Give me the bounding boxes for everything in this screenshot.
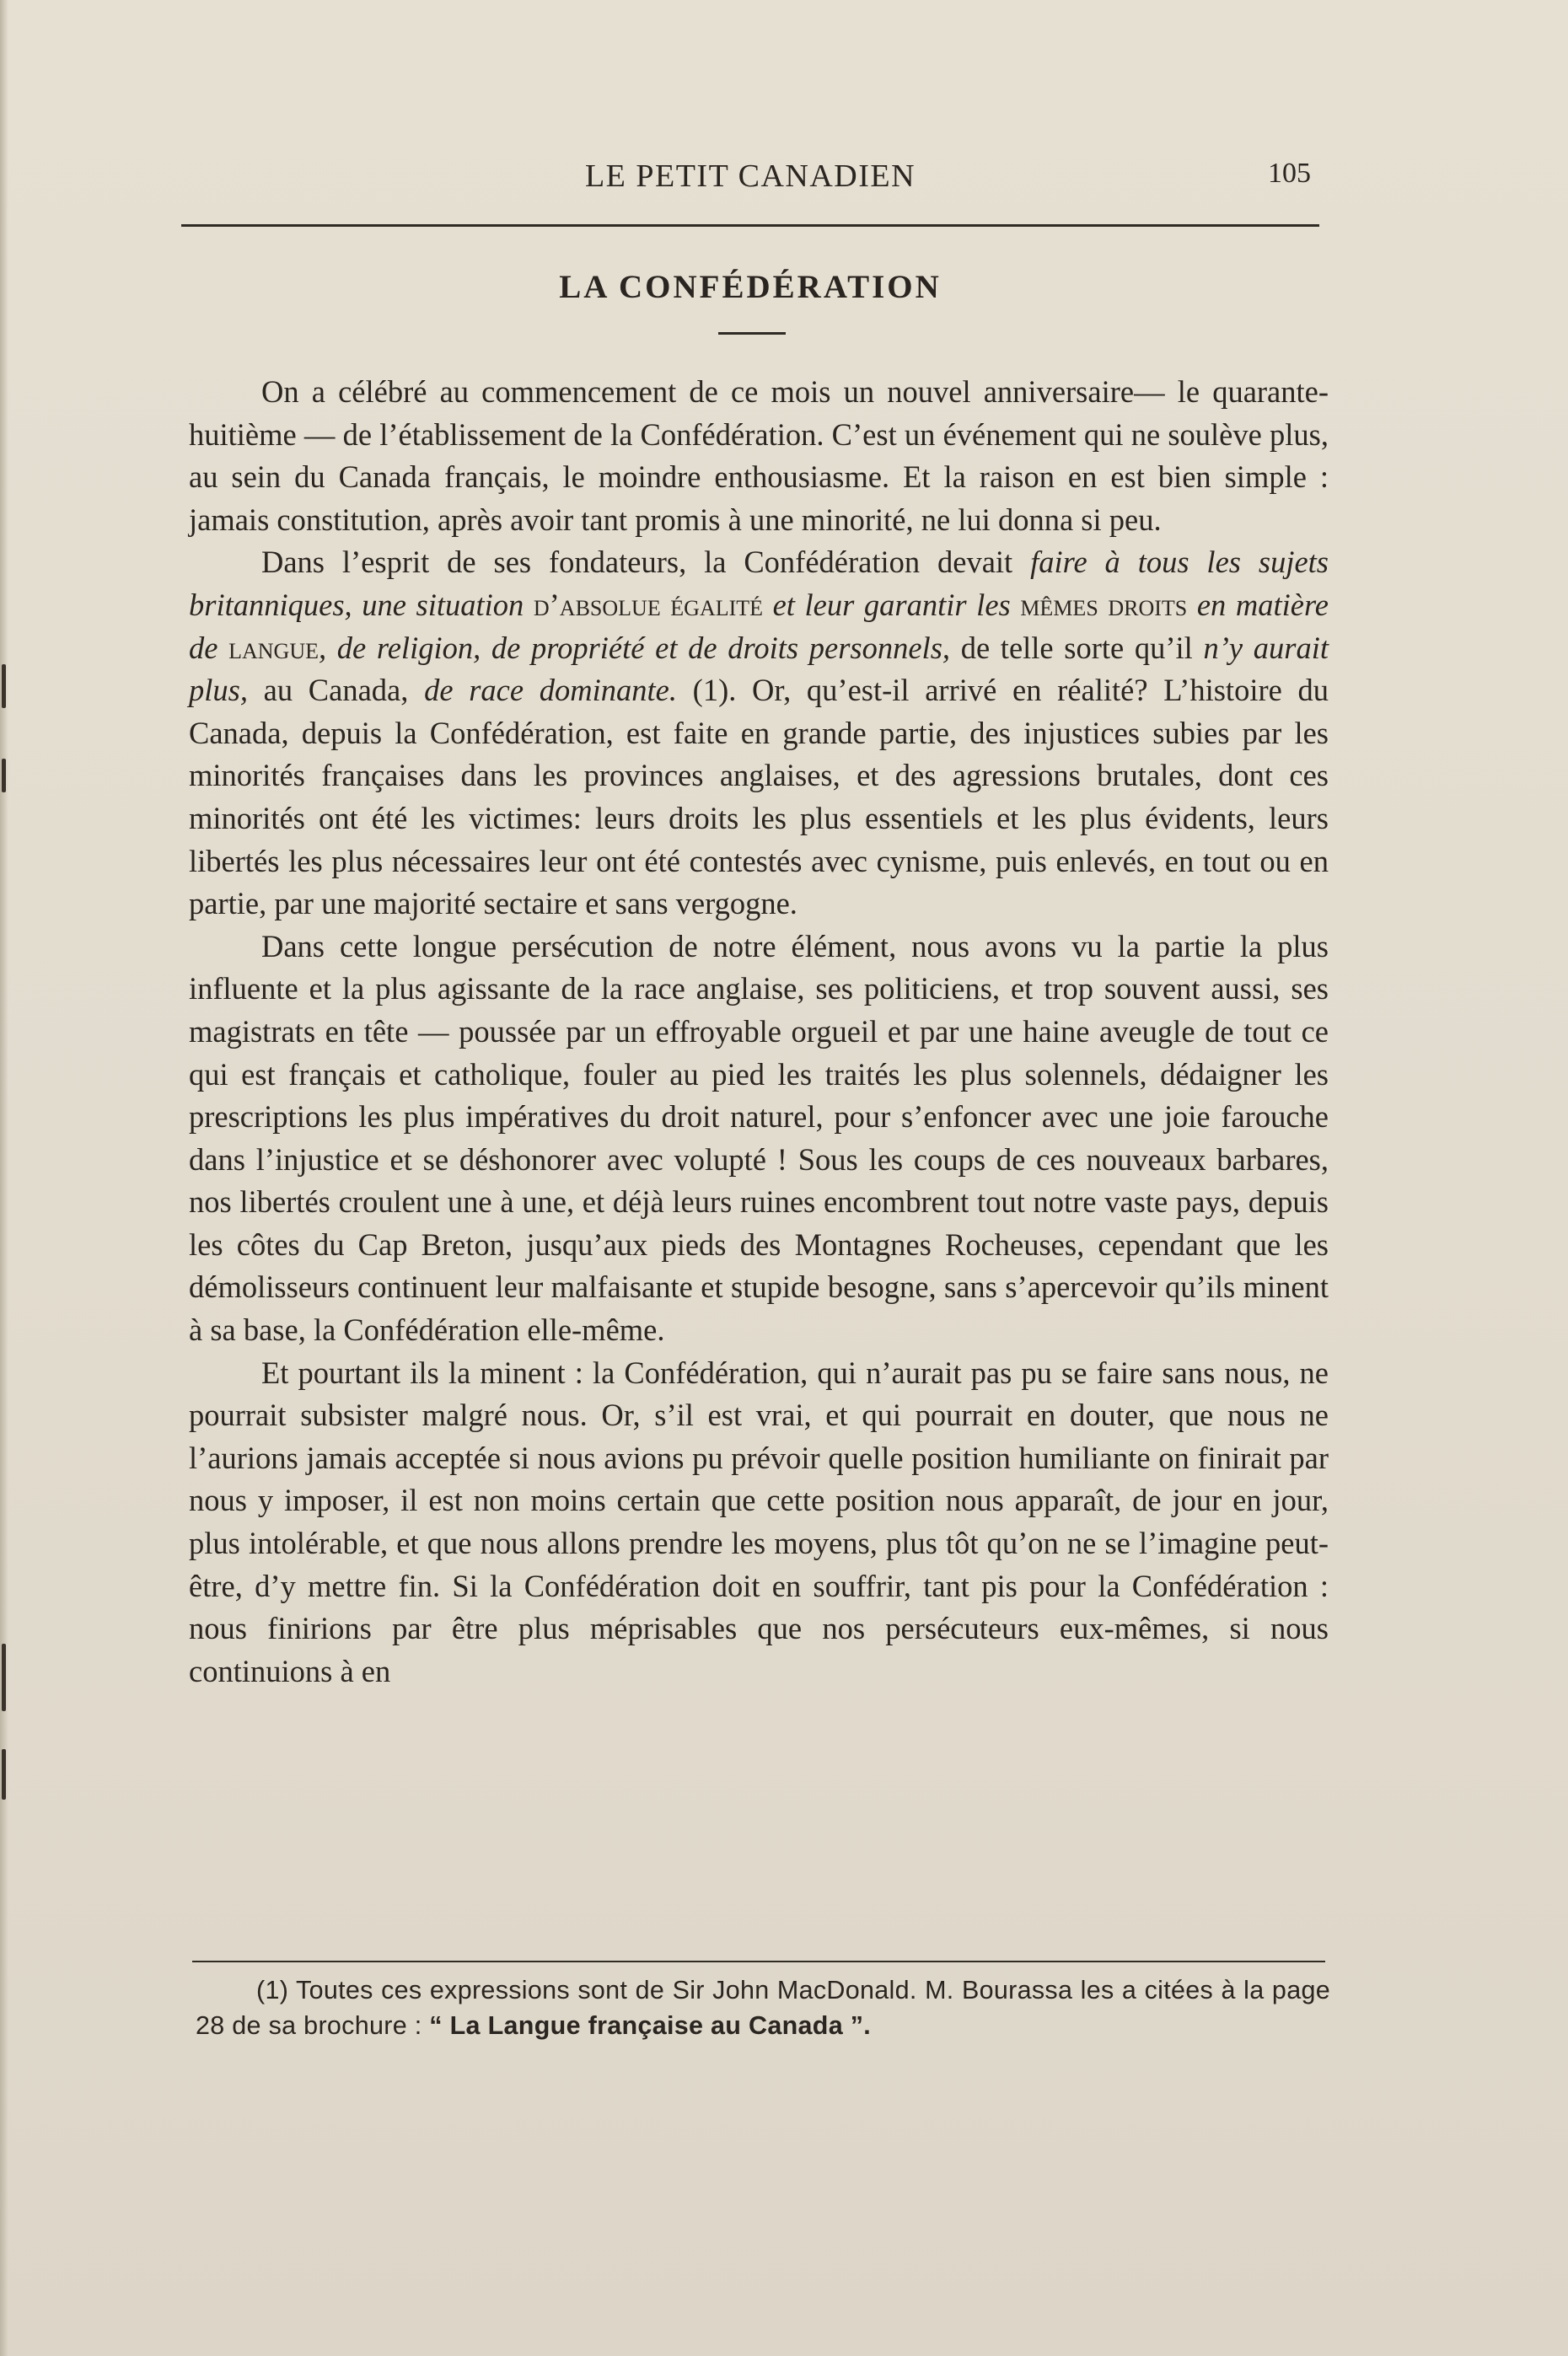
italic-run: , de religion, de propriété et de droits personnels, xyxy=(318,630,951,665)
margin-mark xyxy=(2,1644,6,1711)
footnote-rule xyxy=(192,1961,1325,1962)
italic-run: faire à tous les sujets britanniques, une situation xyxy=(189,545,1329,622)
italic-run: de race dominante. xyxy=(424,673,677,708)
italic-run: en matière de xyxy=(189,587,1329,665)
footnote-quote: “ La Langue française au Canada ”. xyxy=(429,2011,872,2040)
paragraph xyxy=(189,926,1329,1352)
small-caps-run: langue xyxy=(228,630,319,665)
small-caps-run: d’absolue égalité xyxy=(533,587,764,622)
margin-mark xyxy=(2,759,6,792)
footnote xyxy=(196,1972,1330,2043)
page-number: 105 xyxy=(1268,158,1311,189)
italic-run: et leur garantir les xyxy=(763,587,1021,622)
running-title: LE PETIT CANADIEN xyxy=(584,158,916,194)
article-body xyxy=(189,371,1329,1693)
article-title: LA CONFÉDÉRATION xyxy=(559,269,942,305)
paragraph xyxy=(189,541,1329,925)
header-rule xyxy=(181,224,1319,227)
text-run: Dans l’esprit de ses fondateurs, la Confédération devait xyxy=(261,545,1031,580)
text-run: On a célébré au commencement de ce mois un nouvel anniversaire— le quarante-huitième — de l’établissement de la Confédération. C’est un événement qui ne soulève plus, au sein du Canada français, le moindre enthousiasme. Et la raison en est bien simple : jamais constitution, après avoir tant promis à une minorité, ne lui donna si peu. xyxy=(189,374,1329,537)
text-run: (1). Or, qu’est-il arrivé en réalité? L’histoire du Canada, depuis la Confédération, est faite en grande partie, des injustices subies par les minorités françaises dans les provinces anglaises, et des agressions brutales, dont ces minorités ont été les victimes: leurs droits les plus essentiels et les plus évidents, leurs libertés les plus nécessaires leur ont été contestés avec cynisme, puis enlevés, en tout ou en partie, par une majorité sectaire et sans vergogne. xyxy=(189,673,1329,921)
title-rule xyxy=(718,332,786,335)
text-run: de telle sorte qu’il xyxy=(950,630,1204,665)
text-run: Dans cette longue persécution de notre élément, nous avons vu la partie la plus influente et la plus agissante de la race anglaise, ses politiciens, et trop souvent aussi, ses magistrats en tête — poussée par un effroyable orgueil et par une haine aveugle de tout ce qui est français et catholique, fouler au pied les traités les plus solennels, dédaigner les prescriptions les plus impératives du droit naturel, pour s’enfoncer avec une joie farouche dans l’injustice et se déshonorer avec volupté ! Sous les coups de ces nouveaux barbares, nos libertés croulent une à une, et déjà leurs ruines encombrent tout notre vaste pays, depuis les côtes du Cap Breton, jusqu’aux pieds des Montagnes Rocheuses, cependant que les démolisseurs continuent leur malfaisante et stupide besogne, sans s’apercevoir qu’ils minent à sa base, la Confédération elle-même. xyxy=(189,928,1329,1348)
text-run: Et pourtant ils la minent : la Confédération, qui n’aurait pas pu se faire sans nous, ne pourrait subsister malgré nous. Or, s’il est vrai, et qui pourrait en douter, que nous ne l’aurions jamais acceptée si nous avions pu prévoir quelle position humiliante on finirait par nous y imposer, il est non moins certain que cette position nous apparaît, de jour en jour, plus intolérable, et que nous allons prendre les moyens, plus tôt qu’on ne se l’imagine peut-être, d’y mettre fin. Si la Confédération doit en souffrir, tant pis pour la Confédération : nous finirions par être plus méprisables que nos persécuteurs eux-mêmes, si nous continuions à en xyxy=(189,1355,1329,1688)
page-edge-shadow xyxy=(0,0,8,2356)
paragraph xyxy=(189,1352,1329,1693)
margin-mark xyxy=(2,1749,6,1800)
small-caps-run: mêmes droits xyxy=(1020,587,1188,622)
margin-mark xyxy=(2,664,6,708)
italic-run: n’y aurait plus, xyxy=(189,630,1329,708)
running-header xyxy=(181,158,1319,198)
text-run: au Canada, xyxy=(247,673,425,708)
paragraph xyxy=(189,371,1329,541)
footnote-text: (1) Toutes ces expressions sont de Sir John MacDonald. M. Bourassa les a citées à la page 28 de sa brochure : xyxy=(196,1976,1330,2040)
